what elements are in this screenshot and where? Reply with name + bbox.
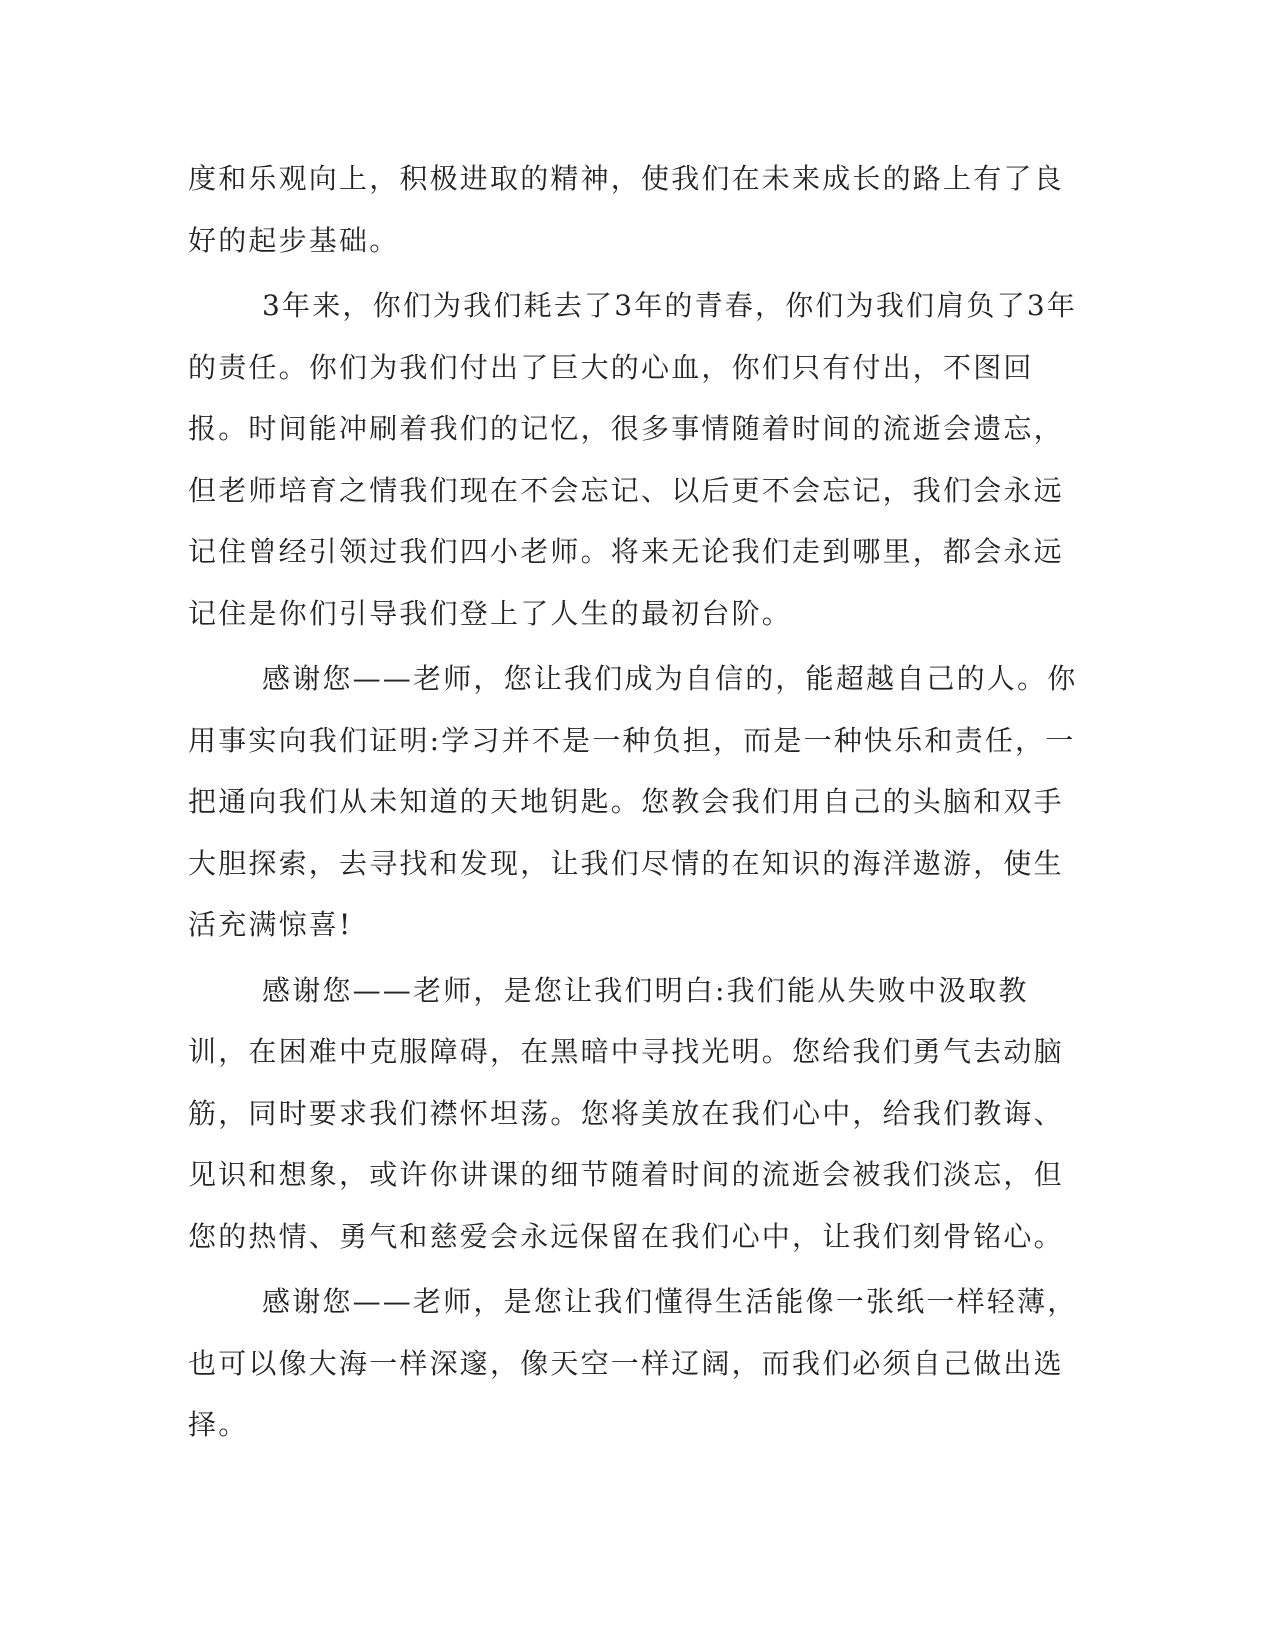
paragraph-1: 度和乐观向上，积极进取的精神，使我们在未来成长的路上有了良好的起步基础。 xyxy=(188,162,1064,257)
paragraph-5: 感谢您——老师，是您让我们懂得生活能像一张纸一样轻薄，也可以像大海一样深邃，像天空一样辽阔，而我们必须自己做出选择。 xyxy=(188,1285,1078,1441)
paragraph-4: 感谢您——老师，是您让我们明白:我们能从失败中汲取教训，在困难中克服障碍，在黑暗中寻找光明。您给我们勇气去动脑筋，同时要求我们襟怀坦荡。您将美放在我们心中，给我们教诲、见识和想象，或许你讲课的细节随着时间的流逝会被我们淡忘，但您的热情、勇气和慈爱会永远保留在我们心中，让我们刻骨铭心。 xyxy=(188,973,1064,1253)
paragraph-3: 感谢您——老师，您让我们成为自信的，能超越自己的人。你用事实向我们证明:学习并不是一种负担，而是一种快乐和责任，一把通向我们从未知道的天地钥匙。您教会我们用自己的头脑和双手大胆探索，去寻找和发现，让我们尽情的在知识的海洋遨游，使生活充满惊喜! xyxy=(188,662,1078,941)
document-body xyxy=(188,148,1078,1460)
paragraph-2: 3年来，你们为我们耗去了3年的青春，你们为我们肩负了3年的责任。你们为我们付出了巨大的心血，你们只有付出，不图回报。时间能冲刷着我们的记忆，很多事情随着时间的流逝会遗忘，但老师培育之情我们现在不会忘记、以后更不会忘记，我们会永远记住曾经引领过我们四小老师。将来无论我们走到哪里，都会永远记住是你们引导我们登上了人生的最初台阶。 xyxy=(188,289,1078,630)
